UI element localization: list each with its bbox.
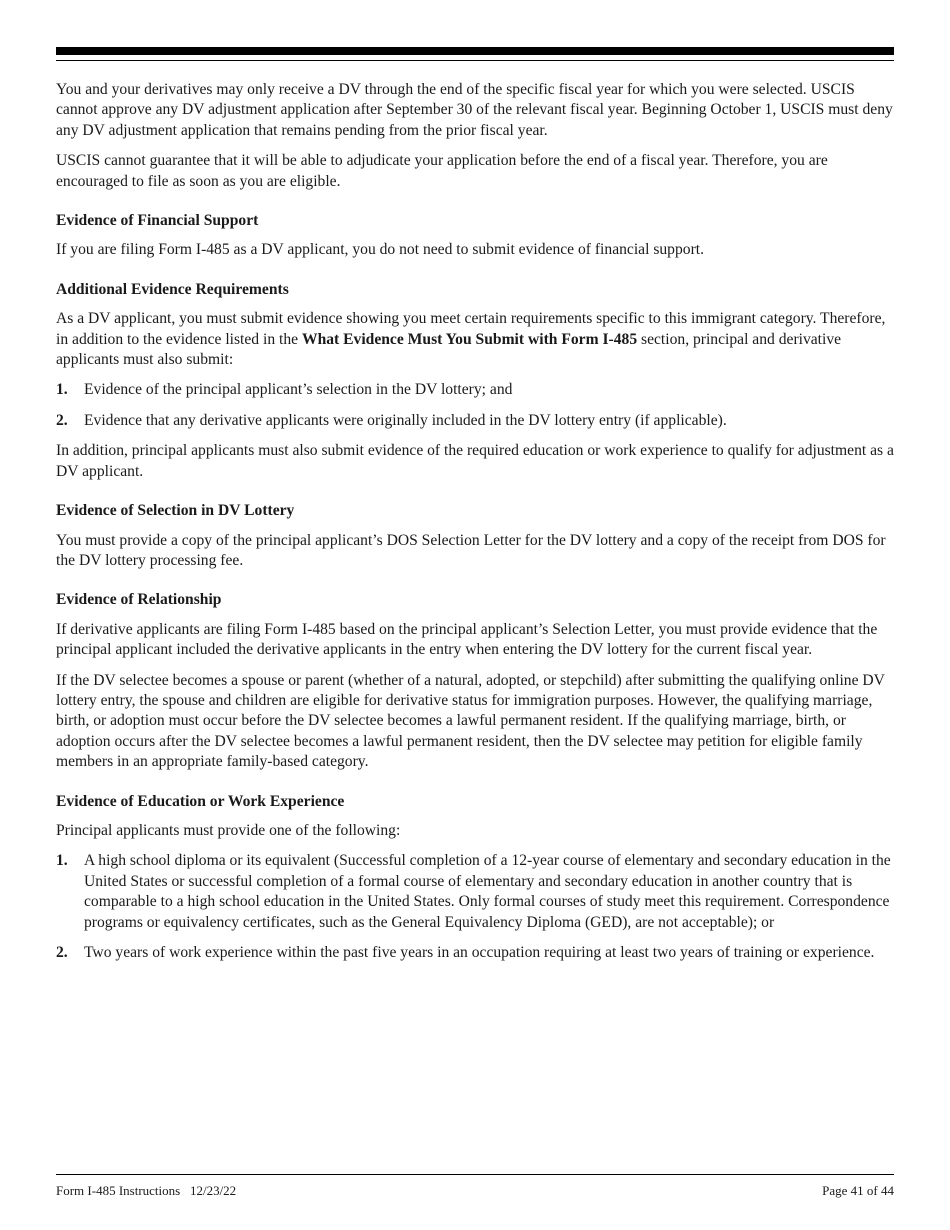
selection-paragraph: You must provide a copy of the principal applicant’s DOS Selection Letter for the DV lottery and a copy of the receipt from DOS for the DV lottery processing fee. [56,531,886,569]
footer-rule [56,1174,894,1175]
list-item: 1. A high school diploma or its equivalent (Successful completion of a 12-year course of elementary and secondary education in the United States or successful completion of a formal course of elementary and secondary education in another country that is comparable to a high school education in the United States. Only formal courses of study meet this requirement. Correspondence programs or equivalency certificates, such as the General Equivalency Diploma (GED), are not acceptable); or [56,852,891,931]
header-rule-thick [56,47,894,55]
additional-paragraph-2: In addition, principal applicants must also submit evidence of the required education or work experience to qualify for adjustment as a DV applicant. [56,442,894,480]
heading-education-evidence: Evidence of Education or Work Experience [56,792,345,810]
section-reference: What Evidence Must You Submit with Form I-485 [301,330,638,348]
education-paragraph: Principal applicants must provide one of the following: [56,821,401,839]
page-content [56,80,894,973]
footer-form-label: Form I-485 Instructions 12/23/22 [56,1183,237,1198]
relationship-paragraph-1: If derivative applicants are filing Form I-485 based on the principal applicant’s Selection Letter, you must provide evidence that the principal applicant included the derivative applicants in the entry when entering the DV lottery for the current fiscal year. [56,620,878,659]
heading-financial-support: Evidence of Financial Support [56,212,259,230]
additional-paragraph-1: As a DV applicant, you must submit evidence showing you meet certain requirements specific to this immigrant category. Therefore, in addition to the evidence listed in the What Evidence Must You Submit with Form I-485 section, principal and derivative applicants must also submit: [56,310,886,369]
list-item: 2. Evidence that any derivative applicants were originally included in the DV lottery entry (if applicable). [56,411,727,429]
heading-additional-evidence: Additional Evidence Requirements [56,280,289,298]
relationship-paragraph-2: If the DV selectee becomes a spouse or parent (whether of a natural, adopted, or stepchild) after submitting the qualifying online DV lottery entry, the spouse and children are eligible for derivative status for immigration purposes. However, the qualifying marriage, birth, or adoption must occur before the DV selectee becomes a lawful permanent resident. If the qualifying marriage, birth, or adoption occurs after the DV selectee becomes a lawful permanent resident, then the DV selectee may petition for eligible family members in an appropriate family-based category. [56,671,885,771]
list-item: 2. Two years of work experience within the past five years in an occupation requiring at least two years of training or experience. [56,944,875,961]
heading-selection-evidence: Evidence of Selection in DV Lottery [56,502,295,520]
heading-relationship-evidence: Evidence of Relationship [56,591,222,609]
list-item: 1. Evidence of the principal applicant’s selection in the DV lottery; and [56,381,513,399]
footer-page-number: Page 41 of 44 [822,1183,894,1198]
document-page [56,0,894,1230]
header-rule-thin [56,60,894,61]
intro-paragraph-1: You and your derivatives may only receive a DV through the end of the specific fiscal year for which you were selected. USCIS cannot approve any DV adjustment application after September 30 of the relevant fiscal year. Beginning October 1, USCIS must deny any DV adjustment application that remains pending from the prior fiscal year. [56,81,893,139]
intro-paragraph-2: USCIS cannot guarantee that it will be able to adjudicate your application before the end of a fiscal year. Therefore, you are encouraged to file as soon as you are eligible. [56,152,828,190]
financial-paragraph: If you are filing Form I-485 as a DV applicant, you do not need to submit evidence of financial support. [56,241,704,259]
page-footer [56,1183,894,1199]
